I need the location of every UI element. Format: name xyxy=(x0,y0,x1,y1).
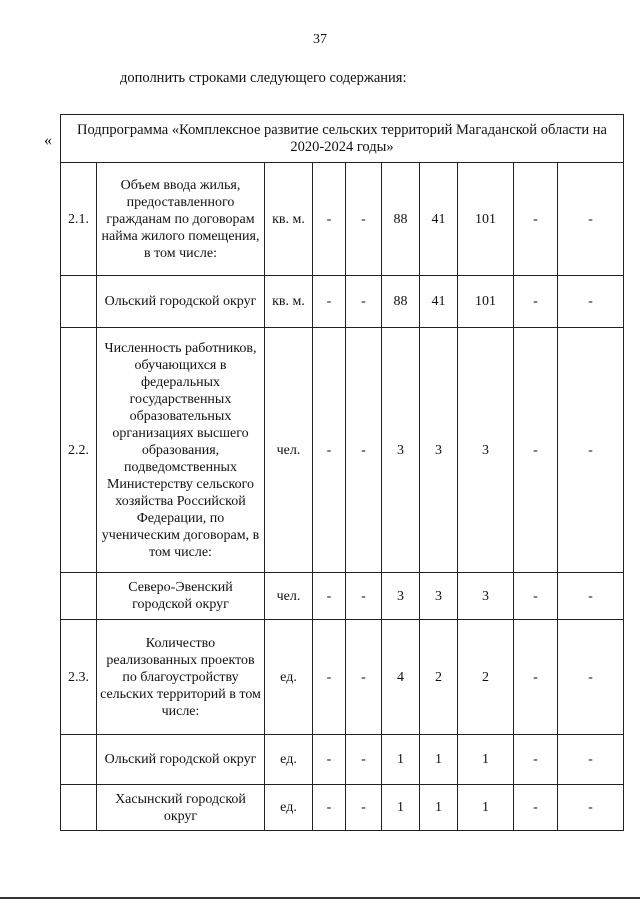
row-number: 2.2. xyxy=(61,328,97,573)
row-number: 2.1. xyxy=(61,163,97,276)
row-number xyxy=(61,785,97,831)
value-cell: - xyxy=(313,785,346,831)
table-row xyxy=(61,620,624,735)
value-cell: 1 xyxy=(382,735,420,785)
row-number xyxy=(61,735,97,785)
value-cell: 101 xyxy=(458,163,514,276)
indicator-name: Хасынский городской округ xyxy=(97,785,265,831)
value-cell: 3 xyxy=(420,328,458,573)
open-quote: « xyxy=(44,132,52,149)
row-number xyxy=(61,573,97,620)
row-number xyxy=(61,276,97,328)
indicators-table xyxy=(60,114,624,831)
value-cell: - xyxy=(313,620,346,735)
value-cell: 88 xyxy=(382,163,420,276)
value-cell: - xyxy=(558,328,624,573)
value-cell: - xyxy=(346,276,382,328)
value-cell: - xyxy=(346,785,382,831)
value-cell: - xyxy=(514,620,558,735)
indicator-name: Объем ввода жилья, предоставленного гражданам по договорам найма жилого помещения, в том числе: xyxy=(97,163,265,276)
value-cell: 3 xyxy=(420,573,458,620)
unit-cell: ед. xyxy=(265,620,313,735)
table-row xyxy=(61,163,624,276)
page-number: 37 xyxy=(313,32,327,47)
value-cell: 88 xyxy=(382,276,420,328)
value-cell: - xyxy=(558,785,624,831)
table-row xyxy=(61,785,624,831)
value-cell: - xyxy=(514,328,558,573)
value-cell: 2 xyxy=(420,620,458,735)
value-cell: - xyxy=(514,163,558,276)
unit-cell: ед. xyxy=(265,735,313,785)
value-cell: - xyxy=(514,735,558,785)
value-cell: 3 xyxy=(458,573,514,620)
unit-cell: кв. м. xyxy=(265,276,313,328)
value-cell: - xyxy=(514,276,558,328)
value-cell: 3 xyxy=(458,328,514,573)
value-cell: 1 xyxy=(458,735,514,785)
value-cell: 101 xyxy=(458,276,514,328)
value-cell: 2 xyxy=(458,620,514,735)
indicator-name: Северо-Эвенский городской округ xyxy=(97,573,265,620)
indicator-name: Ольский городской округ xyxy=(97,276,265,328)
subprogram-header-row xyxy=(61,115,624,163)
unit-cell: чел. xyxy=(265,573,313,620)
table-row xyxy=(61,328,624,573)
unit-cell: ед. xyxy=(265,785,313,831)
value-cell: 4 xyxy=(382,620,420,735)
bottom-scan-edge xyxy=(0,897,640,899)
value-cell: 1 xyxy=(420,785,458,831)
indicator-name: Количество реализованных проектов по благоустройству сельских территорий в том числе: xyxy=(97,620,265,735)
value-cell: - xyxy=(346,163,382,276)
value-cell: - xyxy=(346,620,382,735)
value-cell: 3 xyxy=(382,573,420,620)
indicator-name: Численность работников, обучающихся в федеральных государственных образовательных организациях высшего образования, подведомственных Министерству сельского хозяйства Российской Федерации, по ученическим договорам, в том числе: xyxy=(97,328,265,573)
table-row xyxy=(61,735,624,785)
value-cell: 1 xyxy=(382,785,420,831)
table-row xyxy=(61,573,624,620)
value-cell: - xyxy=(313,573,346,620)
intro-text: дополнить строками следующего содержания: xyxy=(120,70,407,86)
value-cell: 3 xyxy=(382,328,420,573)
value-cell: - xyxy=(558,620,624,735)
value-cell: - xyxy=(558,573,624,620)
value-cell: - xyxy=(558,735,624,785)
unit-cell: кв. м. xyxy=(265,163,313,276)
subprogram-title: Подпрограмма «Комплексное развитие сельских территорий Магаданской области на 2020-2024 годы» xyxy=(61,115,624,163)
value-cell: 41 xyxy=(420,276,458,328)
value-cell: 1 xyxy=(458,785,514,831)
value-cell: - xyxy=(346,573,382,620)
value-cell: - xyxy=(558,163,624,276)
value-cell: - xyxy=(346,735,382,785)
value-cell: - xyxy=(514,785,558,831)
value-cell: - xyxy=(346,328,382,573)
table-row xyxy=(61,276,624,328)
value-cell: - xyxy=(313,328,346,573)
unit-cell: чел. xyxy=(265,328,313,573)
value-cell: - xyxy=(313,735,346,785)
value-cell: - xyxy=(514,573,558,620)
row-number: 2.3. xyxy=(61,620,97,735)
value-cell: - xyxy=(313,276,346,328)
value-cell: 1 xyxy=(420,735,458,785)
indicator-name: Ольский городской округ xyxy=(97,735,265,785)
value-cell: 41 xyxy=(420,163,458,276)
value-cell: - xyxy=(313,163,346,276)
value-cell: - xyxy=(558,276,624,328)
